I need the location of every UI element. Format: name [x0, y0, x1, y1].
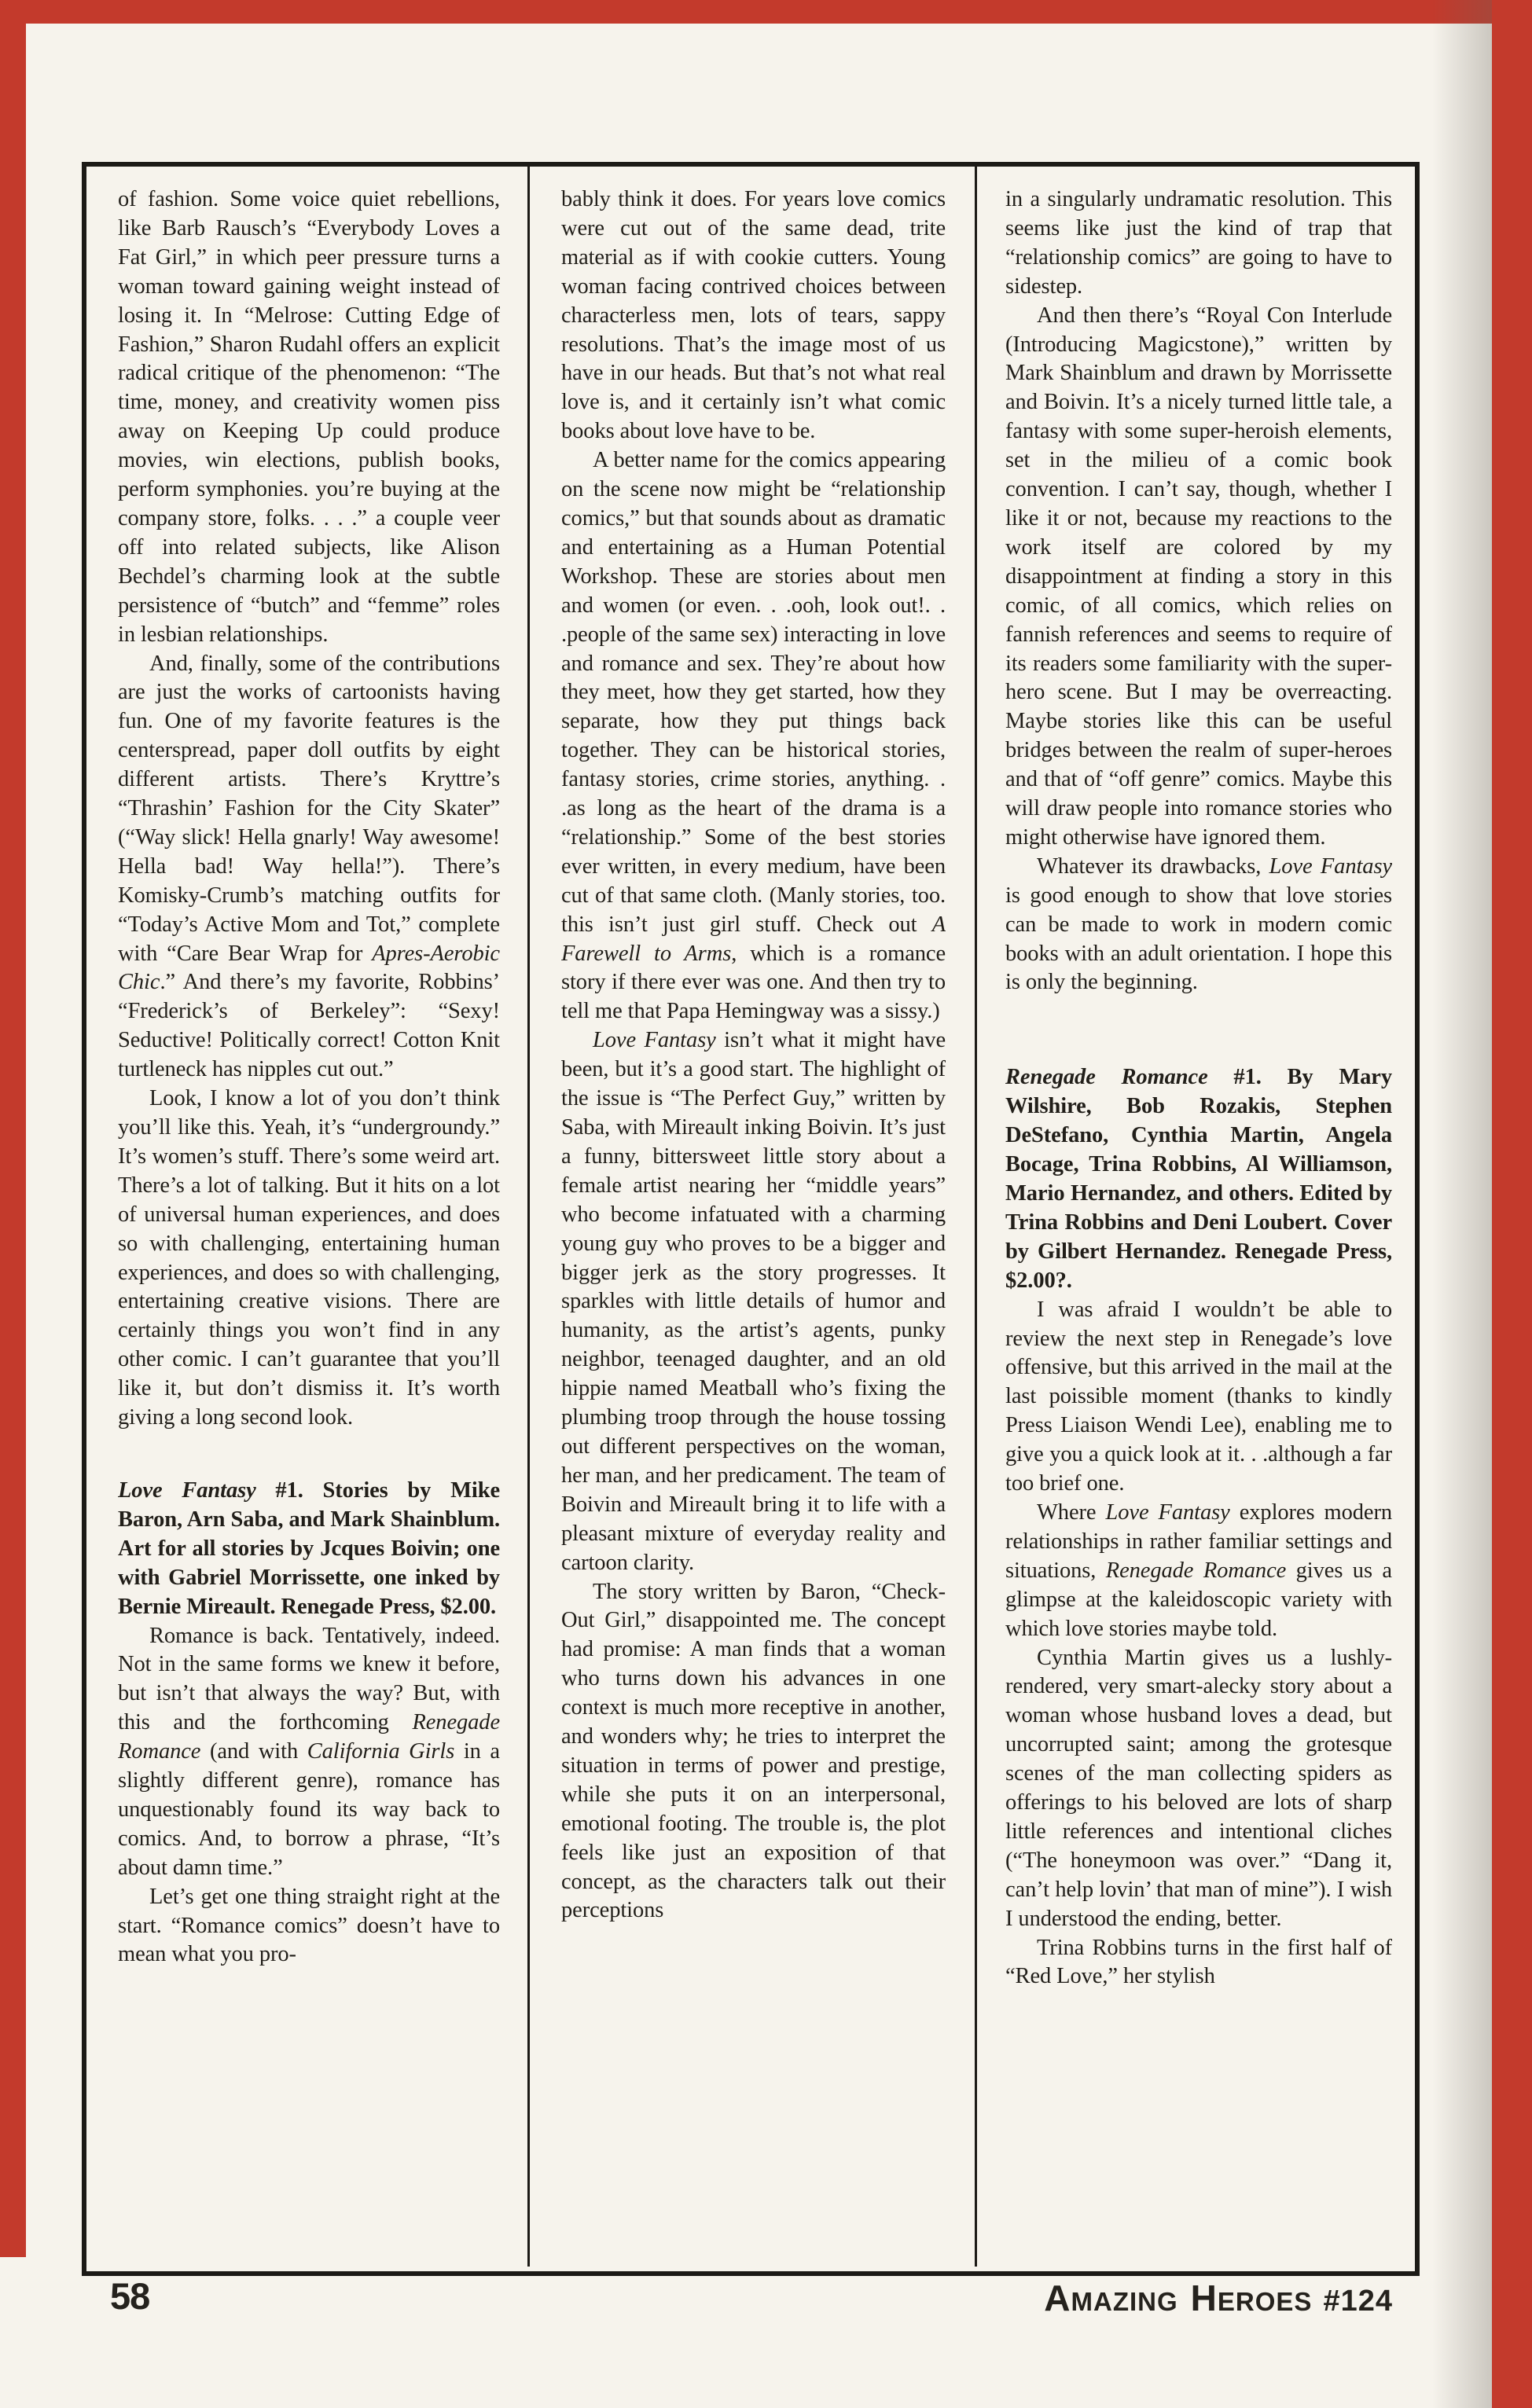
text-segment: is good enough to show that love stories can be made to work in modern comic books with an adult orientation. I hope this is only the beginning.	[1005, 883, 1392, 995]
text-segment: (and with	[200, 1739, 307, 1764]
text-segment: Renegade Romance	[1105, 1558, 1287, 1583]
text-column-3	[1005, 185, 1392, 2270]
page-edge-right-bar	[1492, 0, 1532, 2408]
text-segment: in a singularly undramatic resolution. This seems like just the kind of trap that “relationship comics” are going to have to sidestep.	[1005, 187, 1392, 299]
body-paragraph	[118, 1085, 500, 1433]
body-paragraph	[118, 1622, 500, 1883]
text-segment: And, finally, some of the contributions are just the works of cartoonists having fun. One of my favorite features is the centerspread, paper doll outfits by eight different artists. There’s Kryttre’s “Thrashin’ Fashion for the City Skater” (“Way slick! Hella gnarly! Way awesome! Hella bad! Way hella!”). There’s Komisky-Crumb’s matching outfits for “Today’s Active Mom and Tot,” complete with “Care Bear Wrap for	[118, 651, 500, 966]
text-segment: California Girls	[307, 1739, 455, 1764]
page-edge-top-bar	[0, 0, 1532, 24]
text-segment: Renegade Romance	[118, 1710, 500, 1764]
text-segment: , which is a romance story if there ever was one. And then try to tell me that Papa Hemingway was a sissy.)	[561, 941, 946, 1024]
text-column-2	[561, 185, 946, 2270]
text-segment: Look, I know a lot of you don’t think you’ll like this. Yeah, it’s “undergroundy.” It’s women’s stuff. There’s some weird art. There’s a lot of talking. But it hits on a lot of universal human experiences, and does so with challenging, entertaining human experiences, and does so with challenging, entertaining creative visions. There are certainly things you won’t find in any other comic. I can’t guarantee that you’ll like it, but don’t dismiss it. It’s worth giving a long second look.	[118, 1086, 500, 1430]
body-paragraph	[1005, 185, 1392, 302]
footer-word1-initial: A	[1044, 2278, 1071, 2318]
text-segment: Where	[1037, 1499, 1106, 1525]
text-segment: Let’s get one thing straight right at the start. “Romance comics” doesn’t have to mean what you pro-	[118, 1884, 500, 1967]
text-segment: Love Fantasy	[118, 1477, 256, 1503]
text-segment: Apres-Aerobic Chic	[118, 941, 500, 995]
text-segment: The story written by Baron, “Check-Out Girl,” disappointed me. The concept had promise: A man finds that a woman who turns down his advances in one context is much more receptive in another, and wonders why; he tries to interpret the situation in terms of power and prestige, while she puts it on an interpersonal, emotional footing. The trouble is, the plot feels like just an exposition of that concept, as the characters talk out their perceptions	[561, 1579, 946, 1923]
review-credits-heading	[118, 1477, 500, 1622]
magazine-footer-title	[1044, 2280, 1393, 2316]
body-paragraph	[118, 1883, 500, 1970]
text-segment: #1. By Mary Wilshire, Bob Rozakis, Stephen DeStefano, Cynthia Martin, Angela Bocage, Trina Robbins, Al Williamson, Mario Hernandez, and others. Edited by Trina Robbins and Deni Loubert. Cover by Gilbert Hernandez. Renegade Press, $2.00?.	[1005, 1065, 1392, 1293]
column-divider-2	[975, 167, 977, 2267]
text-column-1	[118, 185, 500, 2270]
scan-gutter-shadow	[1432, 0, 1492, 2408]
footer-issue-number: #124	[1323, 2285, 1393, 2318]
text-segment: explores modern relationships in rather familiar settings and situations,	[1005, 1499, 1392, 1583]
text-segment: of fashion. Some voice quiet rebellions, like Barb Rausch’s “Everybody Loves a Fat Girl,” in which peer pressure turns a woman toward gaining weight instead of losing it. In “Melrose: Cutting Edge of Fashion,” Sharon Rudahl offers an explicit radical critique of the phenomenon: “The time, money, and creativity women piss away on Keeping Up could produce movies, win elections, publish books, perform symphonies. you’re buying at the company store, folks. . . .” a couple veer off into related subjects, like Alison Bechdel’s charming look at the subtle persistence of “butch” and “femme” roles in lesbian relationships.	[118, 187, 500, 647]
body-paragraph	[1005, 302, 1392, 853]
text-segment: #1. Stories by Mike Baron, Arn Saba, and Mark Shainblum. Art for all stories by Jcques Boivin; one with Gabriel Morrissette, one inked by Bernie Mireault. Renegade Press, $2.00.	[118, 1477, 500, 1619]
body-paragraph	[561, 1026, 946, 1577]
page-edge-left-bar	[0, 0, 26, 2257]
footer-word2-initial: H	[1190, 2278, 1218, 2318]
body-paragraph	[561, 185, 946, 446]
text-segment: bably think it does. For years love comics were cut out of the same dead, trite material as if with cookie cutters. Young woman facing contrived choices between characterless men, lots of tears, sappy resolutions. That’s the image most of us have in our heads. But that’s not what real love is, and it certainly isn’t what comic books about love have to be.	[561, 187, 946, 444]
text-segment: gives us a glimpse at the kaleidoscopic variety with which love stories maybe told.	[1005, 1558, 1392, 1641]
text-segment: A better name for the comics appearing on the scene now might be “relationship comics,” but that sounds about as dramatic and entertaining as a Human Potential Workshop. These are stories about men and women (or even. . .ooh, look out!. . .people of the same sex) interacting in love and romance and sex. They’re about how they meet, how they get started, how they separate, how they put things back together. They can be historical stories, fantasy stories, crime stories, anything. . .as long as the heart of the drama is a “relationship.” Some of the best stories ever written, in every medium, have been cut of that same cloth. (Manly stories, too. this isn’t just girl stuff. Check out	[561, 448, 946, 937]
body-paragraph	[1005, 1499, 1392, 1644]
text-segment: Cynthia Martin gives us a lushly-rendered, very smart-alecky story about a woman whose husband loves a dead, but uncorrupted saint; among the grotesque scenes of the man collecting spiders as offerings to his beloved are lots of sharp little references and intentional cliches (“The honeymoon was over.” “Dang it, can’t help lovin’ that man of mine”). I wish I understood the ending, better.	[1005, 1645, 1392, 1931]
body-paragraph	[1005, 1644, 1392, 1934]
text-segment: And then there’s “Royal Con Interlude (Introducing Magicstone),” written by Mark Shainblum and drawn by Morrissette and Boivin. It’s a nicely turned little tale, a fantasy with some super-heroish elements, set in the milieu of a comic book convention. I can’t say, though, whether I like it or not, because my reactions to the work itself are colored by my disappointment at finding a story in this comic, of all comics, which relies on fannish references and seems to require of its readers some familiarity with the super-hero scene. But I may be overreacting. Maybe stories like this can be useful bridges between the realm of super-heroes and that of “off genre” comics. Maybe this will draw people into romance stories who might otherwise have ignored them.	[1005, 303, 1392, 850]
body-paragraph	[118, 185, 500, 650]
body-paragraph	[1005, 1934, 1392, 1992]
text-segment: Renegade Romance	[1005, 1065, 1208, 1090]
text-segment: Love Fantasy	[593, 1028, 716, 1053]
text-segment: isn’t what it might have been, but it’s a good start. The highlight of the issue is “The Perfect Guy,” written by Saba, with Mireault inking Boivin. It’s just a funny, bittersweet little story about a female artist nearing her “middle years” who become infatuated with a charming young guy who proves to be a bigger and bigger jerk as the story progresses. It sparkles with little details of humor and humanity, as the artist’s agents, punky neighbor, teenaged daughter, and an old hippie named Meatball who’s fixing the plumbing troop through the house tossing out different perspectives on the woman, her man, and her predicament. The team of Boivin and Mireault bring it to life with a pleasant mixture of everyday reality and cartoon clarity.	[561, 1028, 946, 1575]
text-segment: I was afraid I wouldn’t be able to review the next step in Renegade’s love offensive, but this arrived in the mail at the last poissible moment (thanks to kindly Press Liaison Wendi Lee), enabling me to give you a quick look at it. . .although a far too brief one.	[1005, 1297, 1392, 1496]
body-paragraph	[118, 650, 500, 1085]
body-paragraph	[1005, 1296, 1392, 1499]
text-segment: Love Fantasy	[1269, 853, 1392, 879]
page-number: 58	[110, 2275, 150, 2317]
text-segment: Love Fantasy	[1105, 1499, 1230, 1525]
text-segment: .” And there’s my favorite, Robbins’ “Frederick’s of Berkeley”: “Sexy! Seductive! Politically correct! Cotton Knit turtleneck has nipples cut out.”	[118, 970, 500, 1082]
footer-word2-rest: EROES	[1217, 2287, 1313, 2317]
text-segment: Trina Robbins turns in the first half of “Red Love,” her stylish	[1005, 1935, 1392, 1989]
body-paragraph	[561, 1578, 946, 1926]
text-segment: in a slightly different genre), romance has unquestionably found its way back to comics. And, to borrow a phrase, “It’s about damn time.”	[118, 1739, 500, 1880]
body-paragraph	[561, 446, 946, 1026]
body-paragraph	[1005, 853, 1392, 998]
text-segment: A Farewell to Arms	[561, 912, 946, 966]
text-segment: Whatever its drawbacks,	[1037, 853, 1269, 879]
footer-word1-rest: MAZING	[1071, 2287, 1178, 2317]
column-divider-1	[527, 167, 530, 2267]
review-credits-heading	[1005, 1063, 1392, 1295]
text-segment: Romance is back. Tentatively, indeed. Not in the same forms we knew it before, but isn’t that always the way? But, with this and the forthcoming	[118, 1623, 500, 1735]
